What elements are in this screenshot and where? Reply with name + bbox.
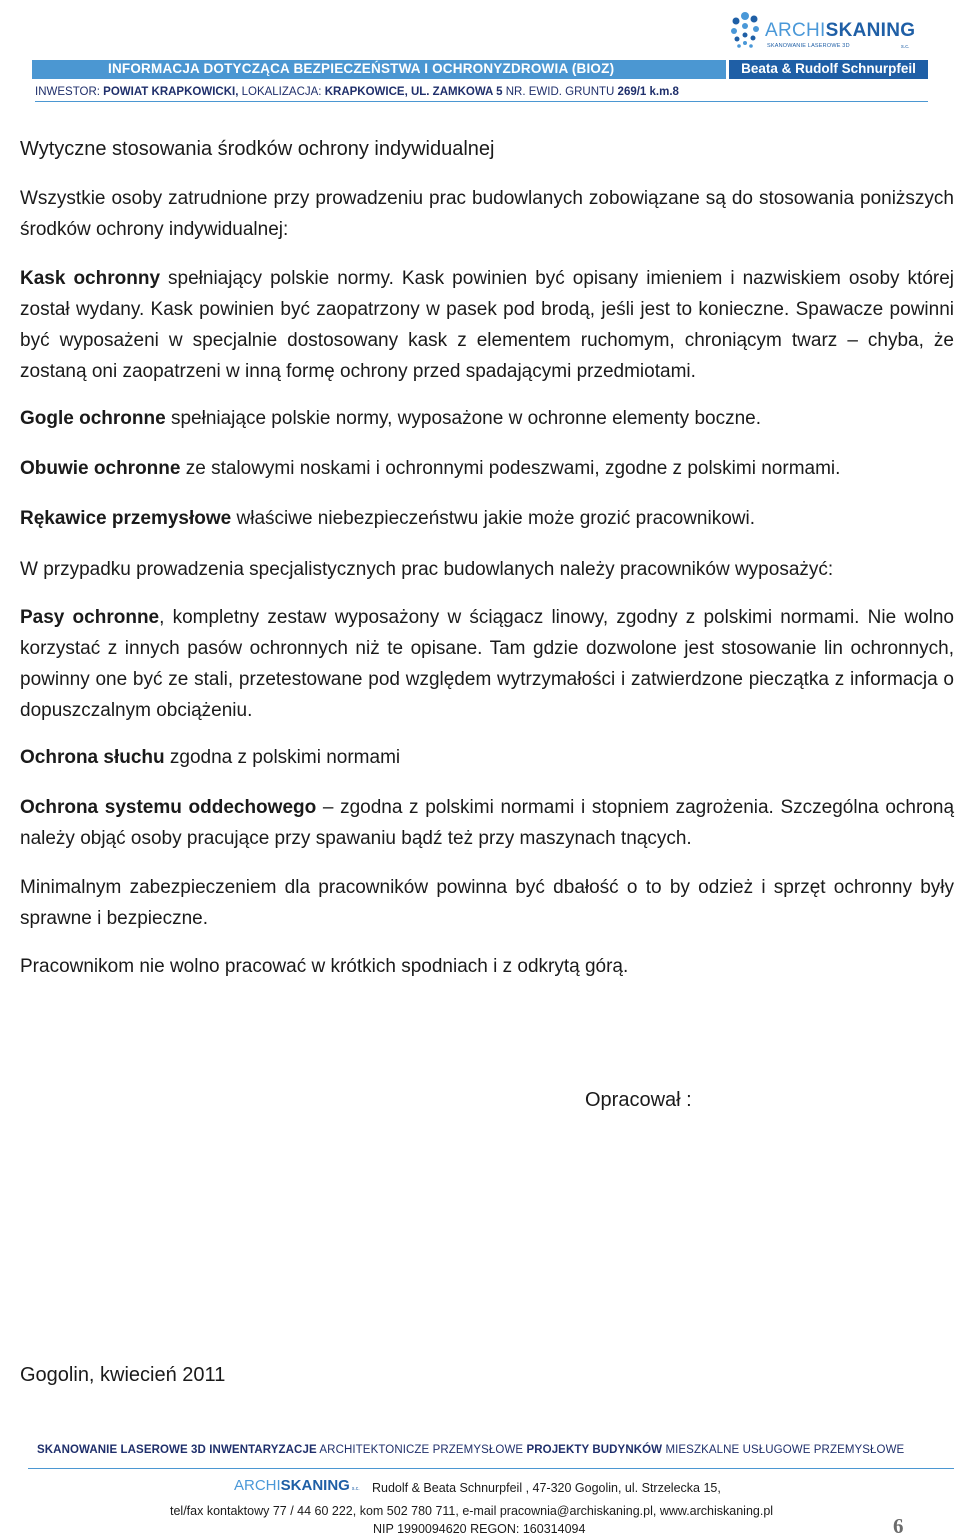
respiratory-text: – zgodna z polskimi normami i stopniem zagrożenia. Szczególna ochroną należy objąć osoby pracujące przy spawaniu bądź też przy maszynach tnących.	[20, 797, 955, 849]
header-divider	[35, 101, 928, 102]
gloves-paragraph	[20, 503, 954, 534]
footer-nip: NIP 1990094620 REGON: 160314094	[373, 1522, 586, 1536]
investor-value: POWIAT KRAPKOWICKI,	[103, 86, 239, 98]
logo-subtitle: SKANOWANIE LASEROWE 3D	[767, 43, 850, 49]
footer-logo: ARCHISKANING s.c.	[234, 1477, 360, 1494]
logo-wordmark: ARCHISKANING	[765, 20, 916, 41]
helmet-paragraph	[20, 263, 954, 387]
service-item: ARCHITEKTONICZE PRZEMYSŁOWE	[319, 1444, 524, 1456]
location-value: KRAPKOWICE, UL. ZAMKOWA 5	[324, 86, 503, 98]
plot-label: NR. EWID. GRUNTU	[505, 86, 615, 98]
hearing-heading: Ochrona słuchu	[20, 747, 165, 768]
logo-suffix: s.c.	[901, 44, 910, 50]
respiratory-paragraph	[20, 792, 954, 854]
prepared-by-label: Opracował :	[585, 1089, 692, 1111]
footer-address: Rudolf & Beata Schnurpfeil , 47-320 Gogolin, ul. Strzelecka 15,	[372, 1481, 721, 1495]
helmet-text: spełniający polskie normy. Kask powinien być opisany imieniem i nazwiskiem osoby której został wydany. Kask powinien być zaopatrzony w pasek pod brodą, jeśli jest to konieczne. Spawacze powinni być wyposażeni w specjalnie dostosowany kask z elementem ruchomym, chroniącym twarz – chyba, że zostaną oni zaopatrzeni w inną formę ochrony przed spadającymi przedmiotami.	[20, 268, 955, 382]
intro-paragraph: Wszystkie osoby zatrudnione przy prowadzeniu prac budowlanych zobowiązane są do stosowania poniższych środków ochrony indywidualnej:	[20, 188, 954, 240]
service-item: SKANOWANIE LASEROWE 3D	[37, 1444, 206, 1456]
clothing-paragraph: Pracownikom nie wolno pracować w krótkich spodniach i z odkrytą górą.	[20, 956, 629, 977]
goggles-heading: Gogle ochronne	[20, 408, 166, 429]
belts-text: , kompletny zestaw wyposażony w ściągacz linowy, zgodny z polskimi normami. Nie wolno korzystać z innych pasów ochronnych niż te opisane. Tam gdzie dozwolone jest stosowanie lin ochronnych, powinny one być ze stali, przetestowane pod względem wytrzymałości i zatwierdzone pieczątka z informacja o dopuszczalnym obciążeniu.	[20, 607, 954, 721]
shoes-heading: Obuwie ochronne	[20, 458, 181, 479]
goggles-text: spełniające polskie normy, wyposażone w ochronne elementy boczne.	[165, 408, 761, 429]
location-label: LOKALIZACJA:	[241, 86, 322, 98]
minimum-paragraph: Minimalnym zabezpieczeniem dla pracowników powinna być dbałość o to by odzież i sprzęt ochronny były sprawne i bezpieczne.	[20, 877, 954, 929]
plot-value: 269/1 k.m.8	[617, 86, 679, 98]
helmet-heading: Kask ochronny	[20, 268, 161, 289]
belts-heading: Pasy ochronne	[20, 607, 160, 628]
hearing-text: zgodna z polskimi normami	[164, 747, 401, 768]
footer-contact: tel/fax kontaktowy 77 / 44 60 222, kom 502 780 711, e-mail pracownia@archiskaning.pl, www.archiskaning.pl	[170, 1504, 774, 1518]
special-works-paragraph: W przypadku prowadzenia specjalistycznych prac budowlanych należy pracowników wyposażyć:	[20, 559, 834, 580]
header-owners: Beata & Rudolf Schnurpfeil	[741, 61, 916, 76]
place-date: Gogolin, kwiecień 2011	[20, 1364, 226, 1386]
shoes-text: ze stalowymi noskami i ochronnymi podeszwami, zgodne z polskimi normami.	[180, 458, 841, 479]
service-item: PROJEKTY BUDYNKÓW	[526, 1444, 663, 1456]
respiratory-heading: Ochrona systemu oddechowego	[20, 797, 317, 818]
header-title: INFORMACJA DOTYCZĄCA BEZPIECZEŃSTWA I OCHRONYZDROWIA (BIOZ)	[108, 61, 615, 76]
page-number: 6	[893, 1514, 904, 1538]
document-title: Wytyczne stosowania środków ochrony indywidualnej	[20, 138, 495, 160]
service-item: INWENTARYZACJE	[209, 1444, 317, 1456]
gloves-text: właściwe niebezpieczeństwu jakie może grozić pracownikowi.	[231, 508, 755, 529]
gloves-heading: Rękawice przemysłowe	[20, 508, 232, 529]
logo-dots-icon	[727, 10, 763, 50]
hearing-paragraph	[20, 742, 954, 773]
belts-paragraph	[20, 602, 954, 726]
footer-divider	[28, 1468, 954, 1469]
header-investor-line	[35, 86, 679, 98]
shoes-paragraph	[20, 453, 954, 484]
company-logo	[727, 8, 927, 58]
goggles-paragraph	[20, 403, 954, 434]
footer-services	[37, 1444, 904, 1456]
service-item: MIESZKALNE USŁUGOWE PRZEMYSŁOWE	[665, 1444, 905, 1456]
investor-label: INWESTOR:	[35, 86, 100, 98]
